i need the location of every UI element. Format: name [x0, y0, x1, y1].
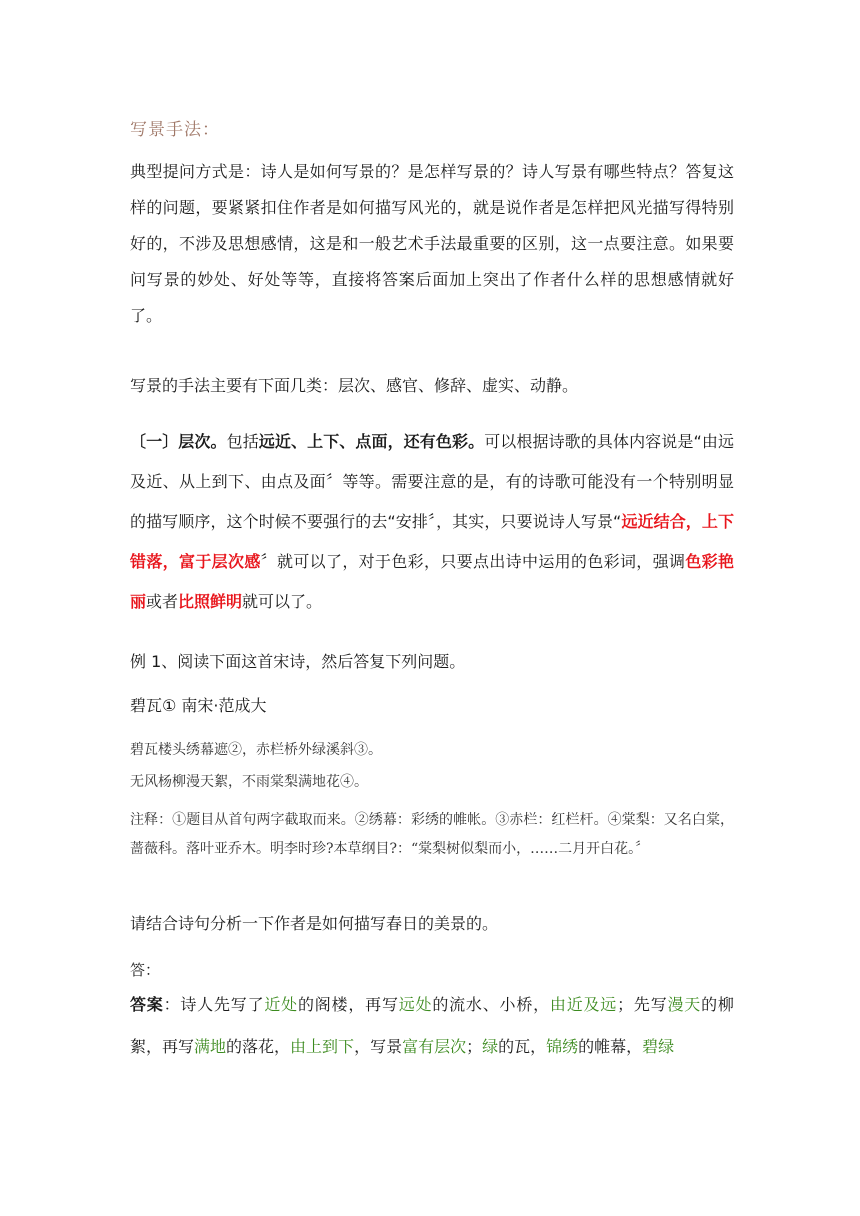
answer-keyword: 绿 [482, 1037, 499, 1056]
section1-text: 或者 [146, 592, 179, 611]
answer-text: 的落花， [226, 1037, 291, 1056]
section1-highlight: 远近结合，上下错落，富于层次感 [130, 512, 734, 571]
answer-paragraph [130, 984, 734, 1068]
answer-keyword: 富有层次 [402, 1037, 467, 1056]
answer-keyword: 近处 [264, 995, 298, 1014]
answer-keyword: 由上到下 [290, 1037, 355, 1056]
poem-title: 碧瓦① 南宋·范成大 [130, 696, 267, 715]
section1-highlight: 色彩艳丽 [130, 552, 734, 611]
answer-keyword: 碧绿 [642, 1037, 675, 1056]
section1-highlight: 比照鲜明 [178, 592, 243, 611]
answer-keyword: 漫天 [667, 995, 702, 1014]
answer-keyword: 由近及远 [549, 995, 618, 1014]
answer-text: ；先写 [617, 995, 668, 1014]
section1-text: 可以根据诗歌的具体内容说是“由远及近、从上到下、由点及面〞等等。需要注意的是，有的诗歌可能没有一个特别明显的描写顺序，这个时候不要强行的去“安排〞，其实，只要说诗人写景“ [130, 432, 734, 531]
intro-paragraph: 典型提问方式是：诗人是如何写景的？是怎样写景的？诗人写景有哪些特点？答复这样的问题，要紧紧扣住作者是如何描写风光的，就是说作者是怎样把风光描写得特别好的，不涉及思想感情，这是和一般艺术手法最重要的区别，这一点要注意。如果要问写景的妙处、好处等等，直接将答案后面加上突出了作者什么样的思想感情就好了。 [130, 162, 734, 325]
poem-line: 碧瓦楼头绣幕遮②，赤栏桥外绿溪斜③。 [130, 742, 382, 758]
section1-text: 〞就可以了，对于色彩，只要点出诗中运用的色彩词，强调 [260, 552, 686, 571]
section1-text: 包括 [226, 432, 259, 451]
answer-text: 的瓦， [498, 1037, 547, 1056]
section-heading: 写景手法： [130, 120, 220, 140]
answer-text: ； [466, 1037, 483, 1056]
answer-keyword: 远处 [398, 995, 433, 1014]
answer-text: ：诗人先写了 [163, 995, 265, 1014]
section1-emphasis: 远近、上下、点面，还有色彩。 [258, 432, 485, 451]
answer-keyword: 满地 [194, 1037, 227, 1056]
answer-text: 的阁楼，再写 [297, 995, 399, 1014]
poem-line: 无风杨柳漫天絮，不雨棠梨满地花④。 [130, 774, 368, 790]
annotation-notes: 注释：①题目从首句两字截取而来。②绣幕：彩绣的帷帐。③赤栏：红栏杆。④棠梨：又名白棠，蔷薇科。落叶亚乔木。明李时珍?本草纲目?：“棠梨树似梨而小，……二月开白花。〞 [130, 812, 734, 857]
answer-label: 答： [130, 961, 161, 979]
answer-label-bold: 答案 [130, 995, 164, 1014]
section1-paragraph [130, 422, 734, 622]
example-title: 例 1、阅读下面这首宋诗，然后答复下列问题。 [130, 652, 466, 671]
question: 请结合诗句分析一下作者是如何描写春日的美景的。 [130, 914, 499, 933]
answer-text: 的柳絮，再写 [130, 995, 734, 1056]
answer-text: 的流水、小桥， [432, 995, 550, 1014]
technique-types-line: 写景的手法主要有下面几类：层次、感官、修辞、虚实、动静。 [130, 376, 579, 395]
section1-text: 就可以了。 [242, 592, 323, 611]
answer-text: ，写景 [354, 1037, 403, 1056]
answer-text: 的帷幕， [578, 1037, 643, 1056]
section1-title: 〔一〕层次。 [130, 432, 227, 451]
answer-keyword: 锦绣 [546, 1037, 579, 1056]
